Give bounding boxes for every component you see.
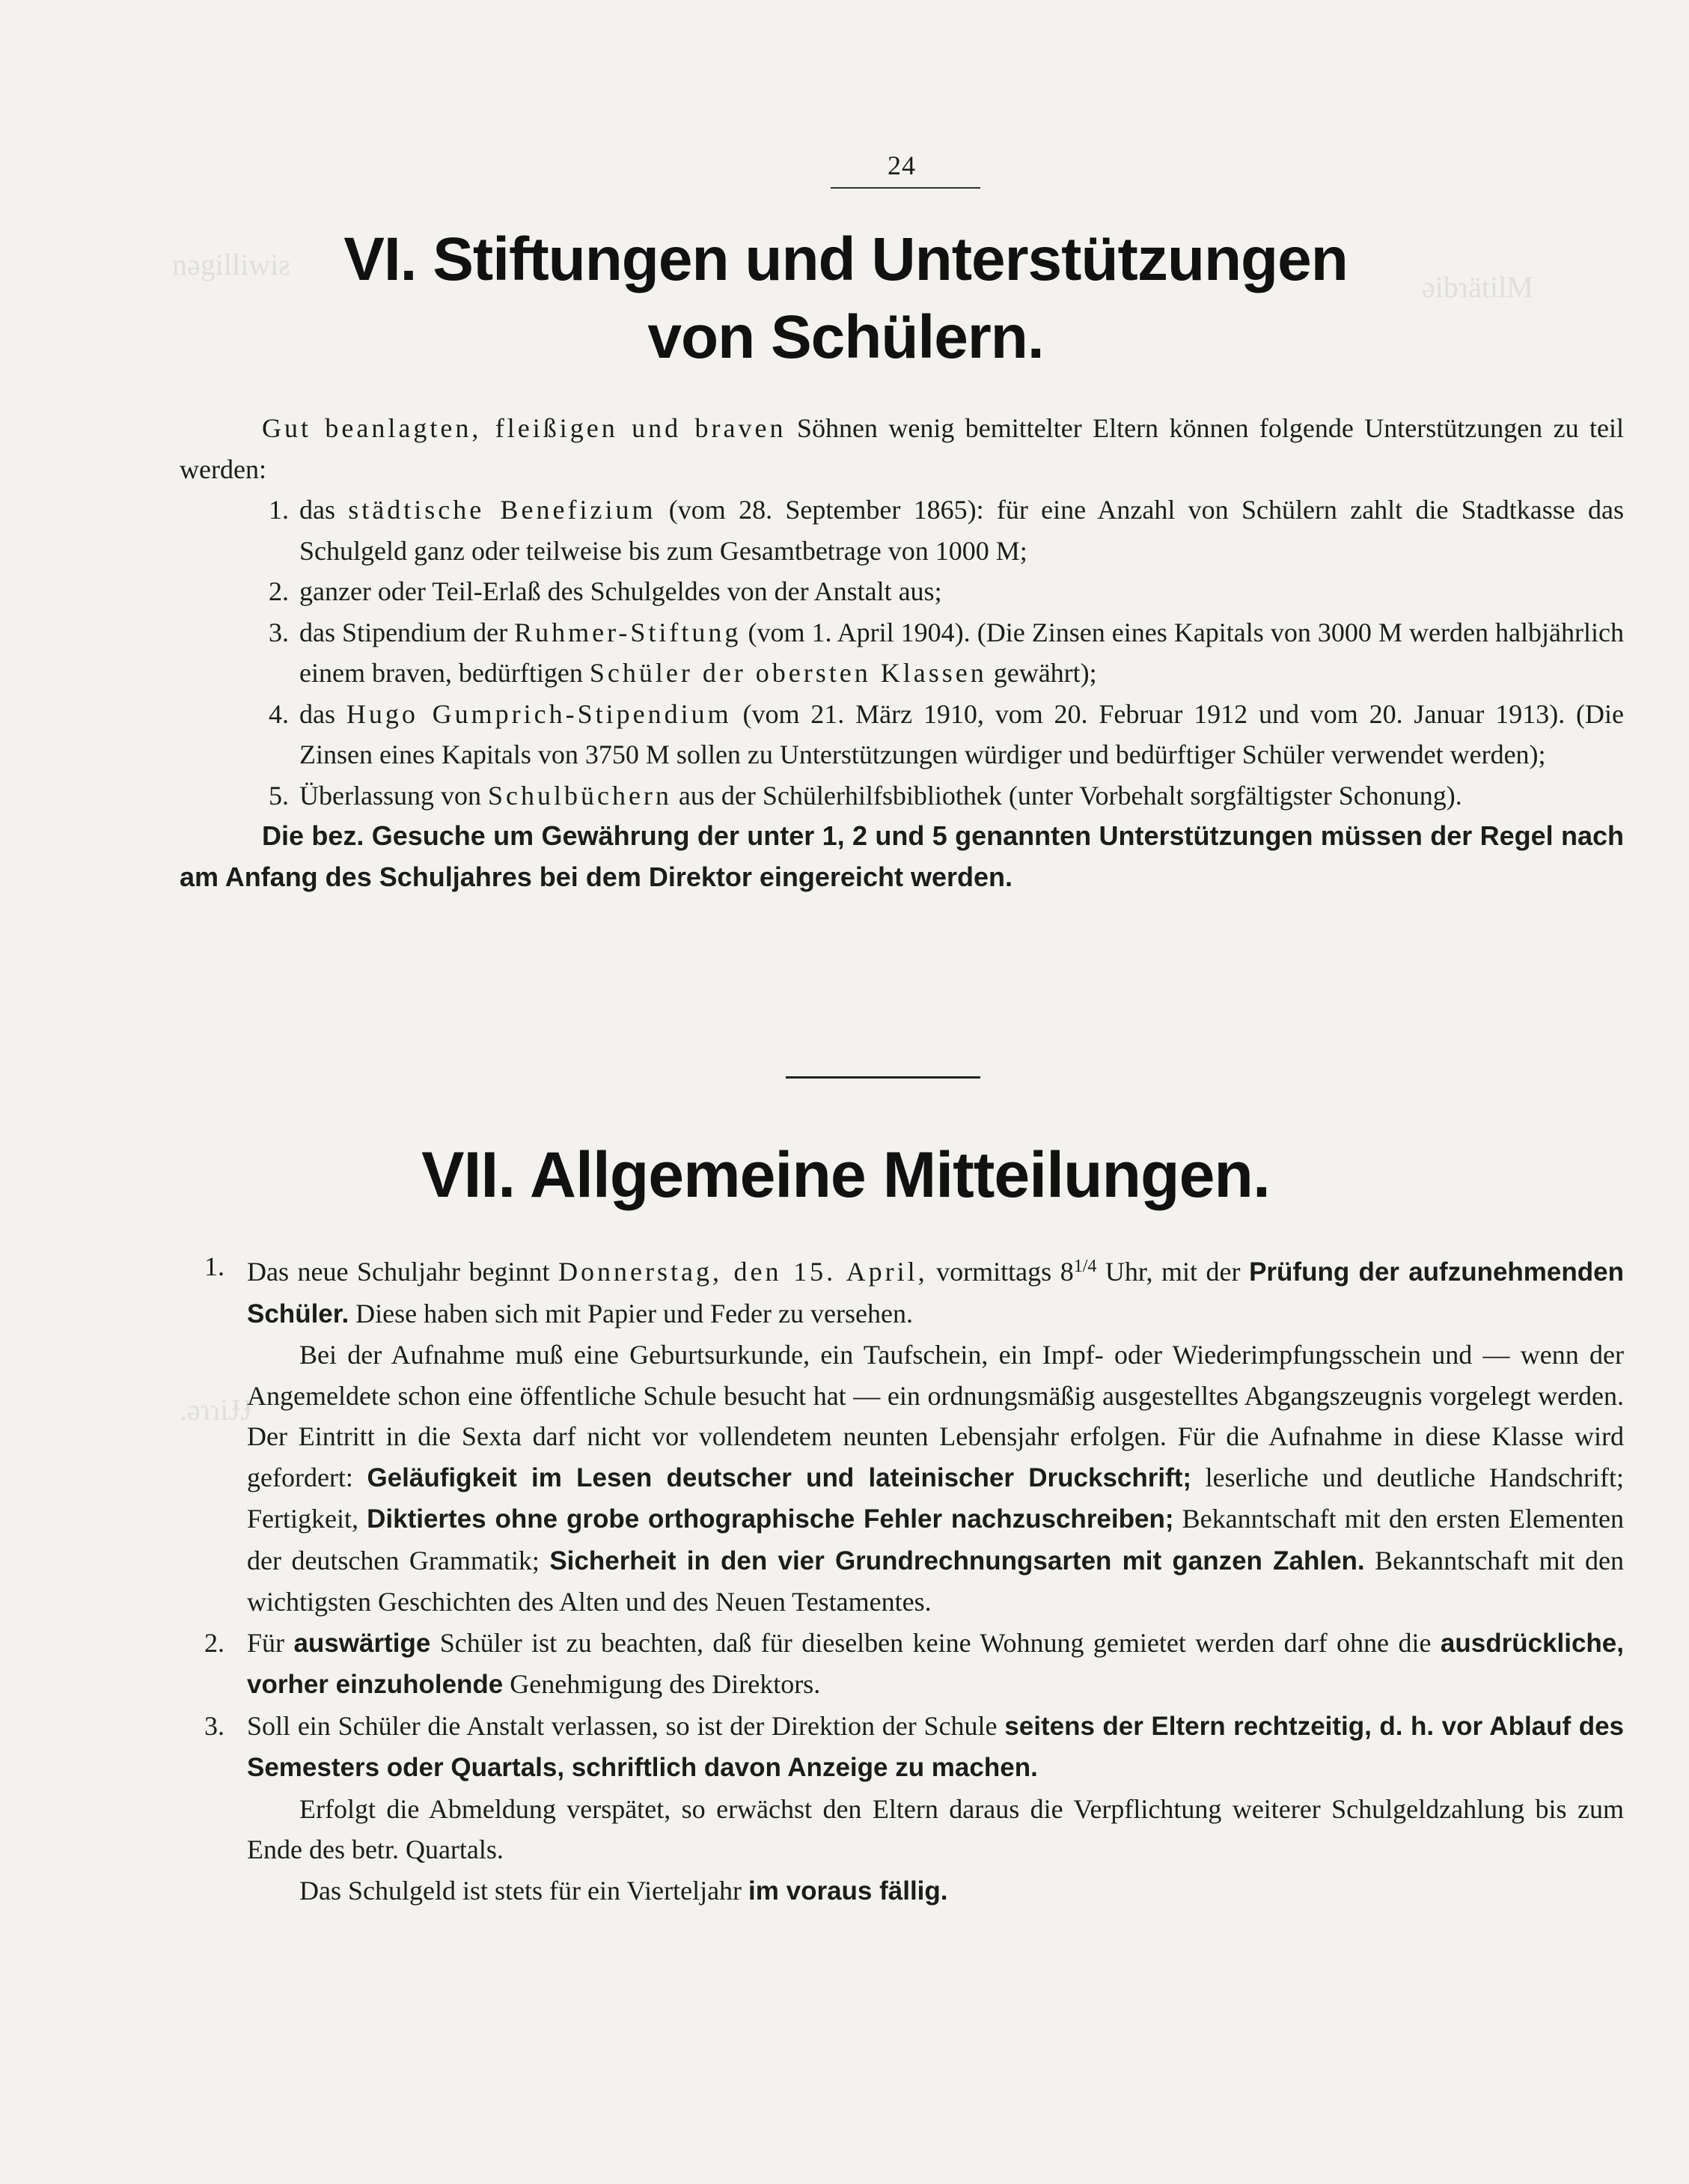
section-vi-body	[180, 408, 1624, 897]
list-item: 5. Überlassung von Schulbüchern aus der Schülerhilfsbibliothek (unter Vorbehalt sorgfältigster Schonung).	[269, 780, 1462, 811]
list-item: 1. Das neue Schuljahr beginnt Donnerstag, den 15. April, vormittags $8^{1/4}$ Uhr, mit der Prüfung der aufzunehmenden Schüler. Diese haben sich mit Papier und Feder zu versehen.	[204, 1251, 1624, 1329]
list-item: 3. Soll ein Schüler die Anstalt verlassen, so ist der Direktion der Schule seitens der Eltern rechtzeitig, d. h. vor Ablauf des Semesters oder Quartals, schriftlich davon Anzeige zu machen.	[204, 1710, 1624, 1782]
list-item: 2. ganzer oder Teil-Erlaß des Schulgeldes von der Anstalt aus;	[269, 576, 942, 606]
list-item: 1. das städtische Benefizium (vom 28. September 1865): für eine Anzahl von Schülern zahlt die Stadtkasse das Schulgeld ganz oder teilweise bis zum Gesamtbetrage von 1000 M;	[269, 495, 1625, 566]
section-vi-title-line2: von Schülern.	[647, 303, 1044, 371]
bleed-through-artifact: nəgilliwiƨ	[172, 248, 290, 281]
paragraph: Das Schulgeld ist stets für ein Vierteljahr im voraus fällig.	[299, 1875, 948, 1906]
list-item: 4. das Hugo Gumprich-Stipendium (vom 21. März 1910, vom 20. Februar 1912 und vom 20. Januar 1913). (Die Zinsen eines Kapitals von 3750 M sollen zu Unterstützungen würdiger und bedürftiger Schüler verwendet werden);	[269, 698, 1624, 769]
section-vii-body	[180, 1246, 1624, 1912]
paragraph: Erfolgt die Abmeldung verspätet, so erwächst den Eltern daraus die Verpflichtung weiterer Schulgeldzahlung bis zum Ende des betr. Quartals.	[247, 1793, 1624, 1864]
paragraph: Bei der Aufnahme muß eine Geburtsurkunde, ein Taufschein, ein Impf- oder Wiederimpfungsschein und — wenn der Angemeldete schon eine öffentliche Schule besucht hat — ein ordnungsmäßig ausgestelltes Abgangszeugnis vorgelegt werden. Der Eintritt in die Sexta darf nicht vor vollendetem neunten Lebensjahr erfolgen. Für die Aufnahme in diese Klasse wird gefordert: Geläufigkeit im Lesen deutscher und lateinischer Druckschrift; leserliche und deutliche Handschrift; Fertigkeit, Diktiertes ohne grobe orthographische Fehler nachzuschreiben; Bekanntschaft mit den ersten Elementen der deutschen Grammatik; Sicherheit in den vier Grundrechnungsarten mit ganzen Zahlen. Bekanntschaft mit den wichtigsten Geschichten des Alten und des Neuen Testamentes.	[247, 1340, 1624, 1617]
section-vi-heading	[180, 221, 1512, 376]
list-item: 3. das Stipendium der Ruhmer-Stiftung (vom 1. April 1904). (Die Zinsen eines Kapitals von 3000 M werden halbjährlich einem braven, bedürftigen Schüler der obersten Klassen gewährt);	[269, 617, 1624, 688]
section-vi-title-line1: VI. Stiftungen und Unterstützungen	[343, 225, 1348, 293]
list-item: 2. Für auswärtige Schüler ist zu beachten, daß für dieselben keine Wohnung gemietet werden darf ohne die ausdrückliche, vorher einzuholende Genehmigung des Direktors.	[204, 1627, 1624, 1699]
bleed-through-artifact: .əɿɿiɈɈ	[180, 1393, 252, 1427]
section-vi-notice: Die bez. Gesuche um Gewährung der unter 1, 2 und 5 genannten Unterstützungen müssen der Regel nach am Anfang des Schuljahres bei dem Direktor eingereicht werden.	[180, 820, 1624, 892]
page-number-rule	[831, 187, 980, 189]
page-number: 24	[888, 150, 916, 180]
bleed-through-artifact: əibɿätilM	[1422, 270, 1533, 304]
section-divider	[786, 1076, 980, 1079]
section-vi-intro: Gut beanlagten, fleißigen und braven Söhnen wenig bemittelter Eltern können folgende Unterstützungen zu teil werden:	[180, 413, 1624, 484]
section-vii-heading: VII. Allgemeine Mitteilungen.	[421, 1139, 1270, 1211]
